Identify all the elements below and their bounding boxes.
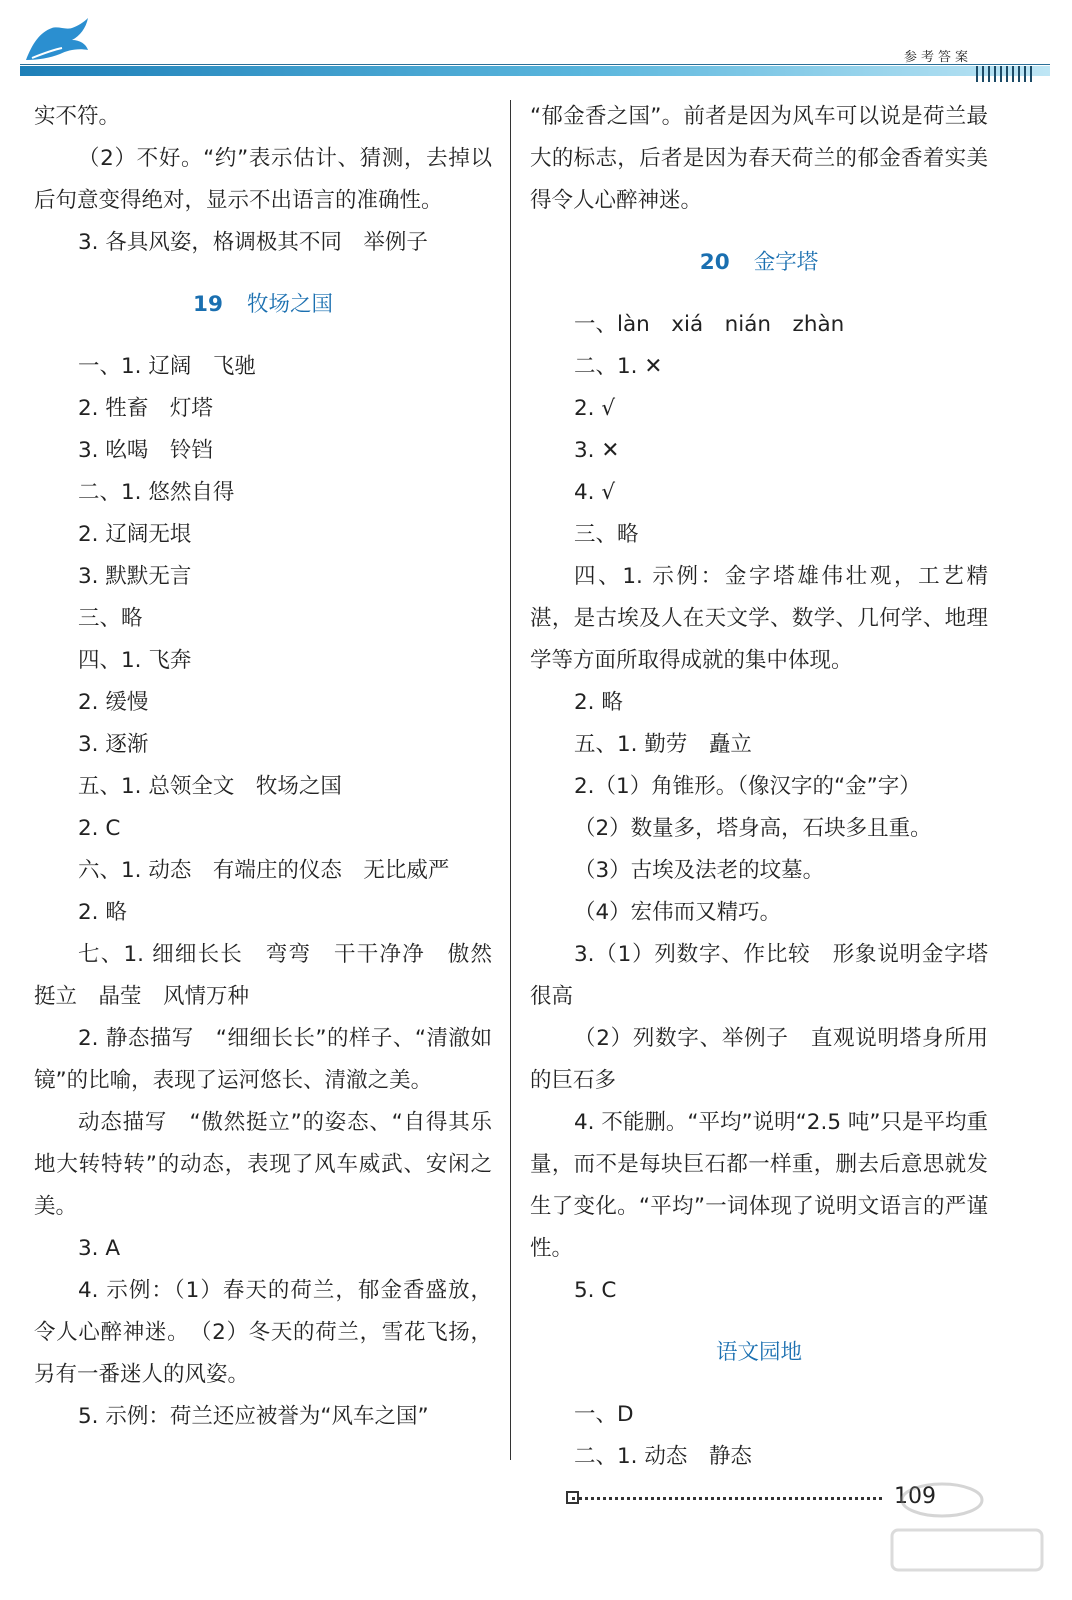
answer-line: 一、làn xiá nián zhàn [574,312,845,337]
answer-line: 四、1. 示例：金字塔雄伟壮观，工艺精湛，是古埃及人在天文学、数学、几何学、地理学等方面所取得成就的集中体现。 [530,564,988,673]
answer-line: 5. 示例：荷兰还应被誉为“风车之国” [78,1404,429,1429]
answer-line: 四、1. 飞奔 [78,648,192,673]
answer-line: 4. √ [574,480,616,505]
answer-line: 3. 逐渐 [78,732,149,757]
section-number: 20 [699,250,730,275]
section-title: 金字塔 [753,250,819,275]
answer-line: （4）宏伟而又精巧。 [574,900,782,925]
answer-line: 二、1. 悠然自得 [78,480,235,505]
answer-line: 实不符。 [34,104,121,129]
answer-line: 二、1. 动态 静态 [574,1444,752,1469]
answer-line: 2. √ [574,396,616,421]
answer-line: 五、1. 总领全文 牧场之国 [78,774,342,799]
answer-line: 五、1. 勤劳 矗立 [574,732,752,757]
answer-line: （2）不好。“约”表示估计、猜测，去掉以后句意变得绝对，显示不出语言的准确性。 [34,146,492,213]
barcode-decoration [976,66,1034,82]
answer-line: 3. 默默无言 [78,564,192,589]
answer-line: 3. ✕ [574,438,620,463]
answer-line: 三、略 [78,606,143,631]
answer-line: 一、D [574,1402,634,1427]
answer-line: 七、1. 细细长长 弯弯 干干净净 傲然挺立 晶莹 风情万种 [34,942,492,1009]
answer-line: “郁金香之国”。前者是因为风车可以说是荷兰最大的标志，后者是因为春天荷兰的郁金香着实美得令人心醉神迷。 [530,104,988,213]
right-column [530,96,988,1478]
answer-line: 2. 略 [78,900,127,925]
section-number: 19 [193,292,223,317]
section-title: 语文园地 [715,1340,802,1365]
answer-line: （3）古埃及法老的坟墓。 [574,858,825,883]
answer-line: 2. 略 [574,690,623,715]
answer-line: 动态描写 “傲然挺立”的姿态、“自得其乐地大转特转”的动态，表现了风车威武、安闲之美。 [34,1110,492,1219]
left-column [34,96,492,1438]
header-band [20,66,1050,76]
footer-dotted-rule [572,1497,882,1500]
answer-line: 4. 示例：（1）春天的荷兰，郁金香盛放，令人心醉神迷。 （2）冬天的荷兰，雪花飞扬，另有一番迷人的风姿。 [34,1278,492,1387]
answer-line: 2.（1）角锥形。（像汉字的“金”字） [574,774,921,799]
answer-line: 3. 各具风姿，格调极其不同 举例子 [78,230,428,255]
answer-line: 3. 吆喝 铃铛 [78,438,213,463]
answer-line: 5. C [574,1278,617,1303]
answer-line: （2）数量多，塔身高，石块多且重。 [574,816,932,841]
bird-logo-icon [22,14,92,66]
section-heading-20 [530,242,988,284]
answer-line: 三、略 [574,522,639,547]
answer-line: 二、1. ✕ [574,354,663,379]
answer-line: 2. C [78,816,121,841]
watermark-stamp-icon [882,1480,1052,1590]
section-heading-yuwen [530,1332,988,1374]
header-title: 参考答案 [903,50,972,65]
column-divider [510,100,511,1460]
answer-line: 4. 不能删。“平均”说明“2.5 吨”只是平均重量，而不是每块巨石都一样重，删去后意思就发生了变化。“平均”一词体现了说明文语言的严谨性。 [530,1110,988,1261]
answer-line: 六、1. 动态 有端庄的仪态 无比威严 [78,858,450,883]
answer-line: （2）列数字、举例子 直观说明塔身所用的巨石多 [530,1026,988,1093]
answer-line: 2. 牲畜 灯塔 [78,396,213,421]
section-heading-19 [34,284,492,326]
answer-line: 2. 辽阔无垠 [78,522,192,547]
answer-line: 2. 缓慢 [78,690,149,715]
answer-line: 2. 静态描写 “细细长长”的样子、“清澈如镜”的比喻，表现了运河悠长、清澈之美。 [34,1026,492,1093]
answer-line: 一、1. 辽阔 飞驰 [78,354,256,379]
answer-line: 3.（1）列数字、作比较 形象说明金字塔很高 [530,942,988,1009]
header-rule [20,64,1050,65]
answer-line: 3. A [78,1236,121,1261]
section-title: 牧场之国 [246,292,333,317]
page-number: 109 [894,1484,936,1509]
